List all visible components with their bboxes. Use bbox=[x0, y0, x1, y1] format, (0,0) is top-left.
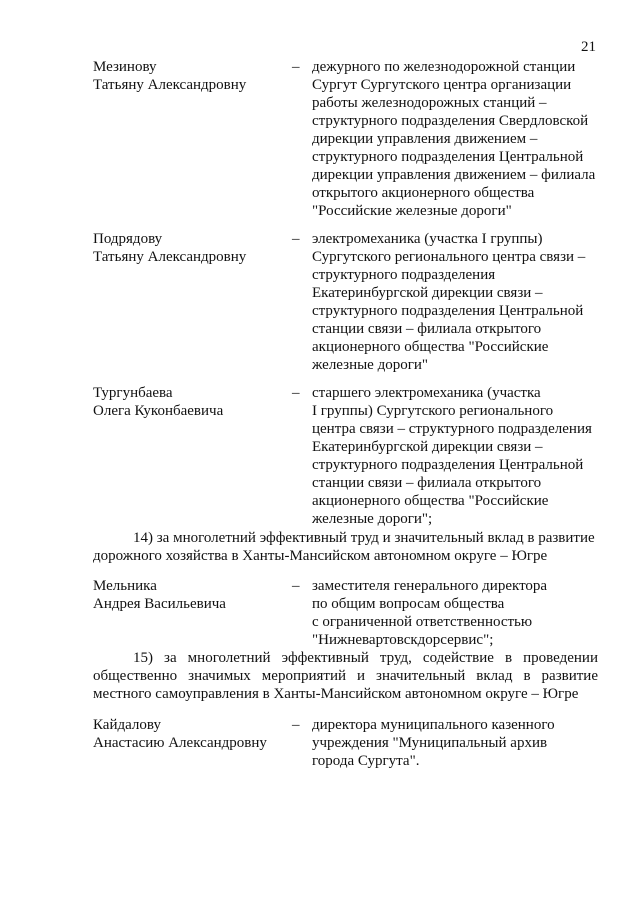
position-line: железные дороги"; bbox=[312, 511, 433, 527]
position-line: структурного подразделения bbox=[312, 267, 496, 283]
dash-separator: – bbox=[292, 231, 300, 247]
position-line: структурного подразделения Свердловской bbox=[312, 113, 589, 129]
position-line: центра связи – структурного подразделения bbox=[312, 421, 592, 437]
dash-separator: – bbox=[292, 59, 300, 75]
position-line: "Нижневартовскдорсервис"; bbox=[312, 632, 494, 648]
position-line: Екатеринбургской дирекции связи – bbox=[312, 285, 543, 301]
name-line: Мезинову bbox=[93, 59, 157, 75]
name-line: Кайдалову bbox=[93, 717, 161, 733]
paragraph-line: общественно значимых мероприятий и значительный вклад в развитие bbox=[93, 668, 598, 684]
recipient-name bbox=[93, 230, 283, 266]
position-line: структурного подразделения Центральной bbox=[312, 303, 584, 319]
position-line: структурного подразделения Центральной bbox=[312, 149, 584, 165]
paragraph-line: 15) за многолетний эффективный труд, содействие в проведении bbox=[133, 650, 598, 666]
dash-separator: – bbox=[292, 385, 300, 401]
name-line: Подрядову bbox=[93, 231, 163, 247]
award-category-paragraph bbox=[93, 529, 598, 565]
position-line: директора муниципального казенного bbox=[312, 717, 555, 733]
position-line: "Российские железные дороги" bbox=[312, 203, 512, 219]
recipient-position bbox=[312, 716, 602, 770]
recipient-position bbox=[312, 384, 602, 528]
recipient-name bbox=[93, 384, 283, 420]
position-line: старшего электромеханика (участка bbox=[312, 385, 541, 401]
recipient-name bbox=[93, 58, 283, 94]
paragraph-line: местного самоуправления в Ханты-Мансийском автономном округе – Югре bbox=[93, 686, 579, 702]
position-line: акционерного общества "Российские bbox=[312, 339, 549, 355]
position-line: Сургут Сургутского центра организации bbox=[312, 77, 572, 93]
name-line: Тургунбаева bbox=[93, 385, 173, 401]
name-line: Олега Куконбаевича bbox=[93, 403, 224, 419]
position-line: Сургутского регионального центра связи – bbox=[312, 249, 586, 265]
position-line: работы железнодорожных станций – bbox=[312, 95, 547, 111]
name-line: Мельника bbox=[93, 578, 157, 594]
position-line: учреждения "Муниципальный архив bbox=[312, 735, 548, 751]
dash-separator: – bbox=[292, 717, 300, 733]
position-line: дирекции управления движением – филиала bbox=[312, 167, 596, 183]
position-line: станции связи – филиала открытого bbox=[312, 321, 542, 337]
name-line: Андрея Васильевича bbox=[93, 596, 226, 612]
page-number: 21 bbox=[581, 39, 596, 55]
position-line: I группы) Сургутского регионального bbox=[312, 403, 554, 419]
name-line: Анастасию Александровну bbox=[93, 735, 267, 751]
position-line: Екатеринбургской дирекции связи – bbox=[312, 439, 543, 455]
award-category-paragraph bbox=[93, 649, 598, 703]
recipient-position bbox=[312, 577, 602, 649]
recipient-position bbox=[312, 230, 602, 374]
position-line: электромеханика (участка I группы) bbox=[312, 231, 543, 247]
recipient-name bbox=[93, 716, 283, 752]
position-line: структурного подразделения Центральной bbox=[312, 457, 584, 473]
position-line: заместителя генерального директора bbox=[312, 578, 548, 594]
position-line: железные дороги" bbox=[312, 357, 429, 373]
name-line: Татьяну Александровну bbox=[93, 77, 247, 93]
recipient-position bbox=[312, 58, 602, 220]
paragraph-line: 14) за многолетний эффективный труд и значительный вклад в развитие bbox=[133, 530, 595, 546]
position-line: по общим вопросам общества bbox=[312, 596, 505, 612]
paragraph-line: дорожного хозяйства в Ханты-Мансийском автономном округе – Югре bbox=[93, 548, 548, 564]
recipient-name bbox=[93, 577, 283, 613]
position-line: дирекции управления движением – bbox=[312, 131, 538, 147]
dash-separator: – bbox=[292, 578, 300, 594]
position-line: станции связи – филиала открытого bbox=[312, 475, 542, 491]
position-line: города Сургута". bbox=[312, 753, 420, 769]
name-line: Татьяну Александровну bbox=[93, 249, 247, 265]
position-line: открытого акционерного общества bbox=[312, 185, 535, 201]
position-line: акционерного общества "Российские bbox=[312, 493, 549, 509]
position-line: дежурного по железнодорожной станции bbox=[312, 59, 576, 75]
position-line: с ограниченной ответственностью bbox=[312, 614, 533, 630]
